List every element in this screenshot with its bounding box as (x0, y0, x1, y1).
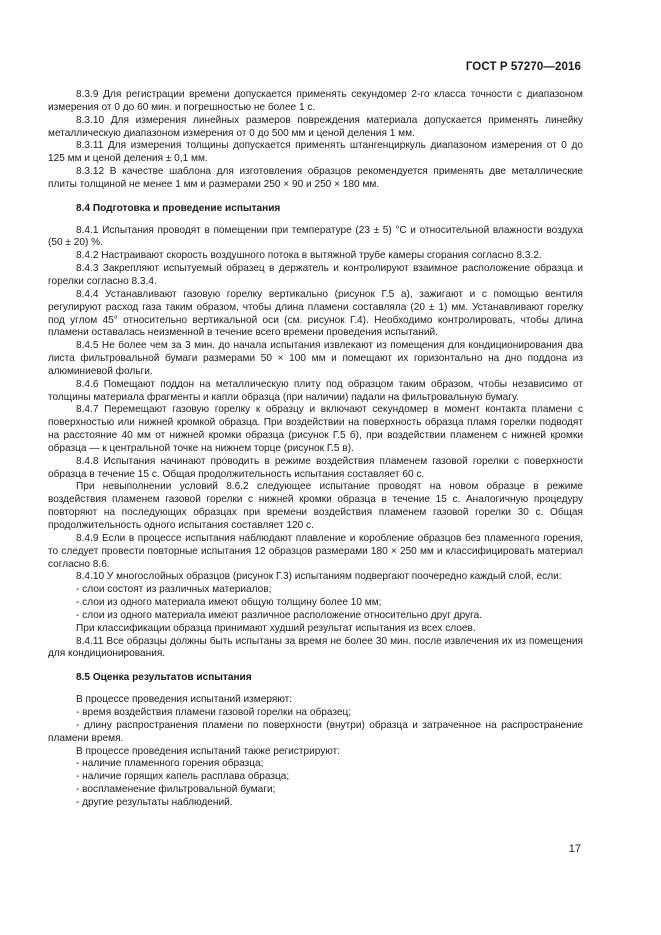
spacer (48, 192, 583, 203)
list-item: - наличие горящих капель расплава образца; (76, 771, 290, 783)
paragraph-8-3-12: 8.3.12 В качестве шаблона для изготовления образцов рекомендуется применять две металлические плиты толщиной не менее 1 мм и размерами 250 × 90 и 250 × 180 мм. (48, 166, 583, 190)
spacer (48, 685, 583, 694)
paragraph-8-3-9: 8.3.9 Для регистрации времени допускается применять секундомер 2-го класса точности с диапазоном измерения от 0 до 60 мин. и погрешностью не более 1 с. (48, 89, 583, 113)
section-heading-8-4: 8.4 Подготовка и проведение испытания (76, 202, 281, 214)
paragraph-8-4-9: 8.4.9 Если в процессе испытания наблюдают плавление и коробление образцов без пламенного горения, то следует провести повторные испытания 12 образцов размерами 180 × 250 мм и классифицировать материал согласно 8.6. (48, 532, 583, 570)
list-item: - длину распространения пламени по поверхности (внутри) образца и затраченное на распространение пламени время. (48, 719, 583, 744)
page-number: 17 (568, 843, 581, 855)
paragraph-measure-intro: В процессе проведения испытаний измеряют: (76, 694, 293, 706)
list-item: - воспламенение фильтровальной бумаги; (76, 784, 276, 796)
paragraph-8-3-11: 8.3.11 Для измерения толщины допускается применять штангенциркуль диапазоном измерения от 0 до 125 мм и ценой деления ± 0,1 мм. (48, 140, 583, 165)
document-standard-id: ГОСТ Р 57270—2016 (465, 61, 581, 73)
paragraph-8-4-4: 8.4.4 Устанавливают газовую горелку вертикально (рисунок Г.5 а), зажигают и с помощью вентиля регулируют расход газа таким образом, чтобы длина пламени составляла (20 ± 1) мм. Устанавливают горелку под углом 45° относительно вертикальной оси (см. рисунок Г.4). Необходимо контролировать, чтобы длина пламени оставалась неизменной в течение всего времени проведения испытаний. (48, 288, 583, 339)
paragraph-8-4-2: 8.4.2 Настраивают скорость воздушного потока в вытяжной трубе камеры сгорания согласно 8.3.2. (76, 250, 542, 262)
paragraph-8-3-10: 8.3.10 Для измерения линейных размеров повреждения материала допускается применять линейку металлическую диапазоном измерения от 0 до 500 мм и ценой деления 1 мм. (48, 114, 583, 139)
paragraph-8-4-6: 8.4.6 Помещают поддон на металлическую плиту под образцом таким образом, чтобы независимо от толщины материала фрагменты и капли образца (при наличии) падали на фильтровальную бумагу. (48, 378, 583, 403)
paragraph-register-intro: В процессе проведения испытаний также регистрируют: (76, 745, 341, 757)
paragraph-8-4-8: 8.4.8 Испытания начинают проводить в режиме воздействия пламенем газовой горелки с поверхности образца в течение 15 с. Общая продолжительность испытания составляет 60 с. (48, 455, 583, 480)
list-item: - время воздействия пламени газовой горелки на образец; (76, 706, 352, 718)
paragraph-8-4-7: 8.4.7 Перемещают газовую горелку к образцу и включают секундомер в момент контакта пламени с поверхностью или нижней кромкой образца. При воздействии на поверхность образца пламя горелки подводят на расстояние 40 мм от нижней кромки образца (рисунок Г.5 б), при воздействии пламенем с нижней кромки образца — к центральной точке на нижнем торце (рисунок Г.5 в). (48, 404, 583, 454)
list-item: - слои состоят из различных материалов; (76, 584, 272, 596)
spacer (48, 216, 583, 225)
document-body (48, 89, 583, 810)
paragraph-8-4-3: 8.4.3 Закрепляют испытуемый образец в держатель и контролируют взаимное расположение образца и горелки согласно 8.3.4. (48, 263, 583, 287)
list-item: - слои из одного материала имеют различное расположение относительно друг друга. (76, 609, 482, 621)
paragraph-classification-note: При классификации образца принимают худший результат испытания из всех слоев. (76, 622, 476, 634)
paragraph-8-4-11: 8.4.11 Все образцы должны быть испытаны за время не более 30 мин. после извлечения их из помещения для кондиционирования. (48, 635, 583, 660)
list-item: - слои из одного материала имеют общую толщину более 10 мм; (76, 597, 382, 609)
section-heading-8-5: 8.5 Оценка результатов испытания (76, 672, 252, 684)
list-item: - другие результаты наблюдений. (76, 796, 233, 808)
list-item: - наличие пламенного горения образца; (76, 758, 264, 770)
paragraph-8-4-1: 8.4.1 Испытания проводят в помещении при температуре (23 ± 5) °С и относительной влажности воздуха (50 ± 20) %. (48, 224, 583, 249)
paragraph-8-4-5: 8.4.5 Не более чем за 3 мин. до начала испытания извлекают из помещения для кондиционирования два листа фильтровальной бумаги размерами 50 × 100 мм и помещают их горизонтально на дно поддона из алюминиевой фольги. (48, 340, 583, 377)
paragraph-8-4-8-continued: При невыполнении условий 8.6.2 следующее испытание проводят на новом образце в режиме воздействия пламенем газовой горелки с нижней кромки образца в течение 15 с. Аналогичную процедуру повторяют на последующих образцах при времени воздействия пламенем газовой горелки 30 с. Общая продолжительность одного испытания составляет 120 с. (48, 481, 583, 531)
paragraph-8-4-10: 8.4.10 У многослойных образцов (рисунок Г.3) испытаниям подвергают поочередно каждый слой, если: (76, 571, 562, 583)
spacer (48, 661, 583, 672)
